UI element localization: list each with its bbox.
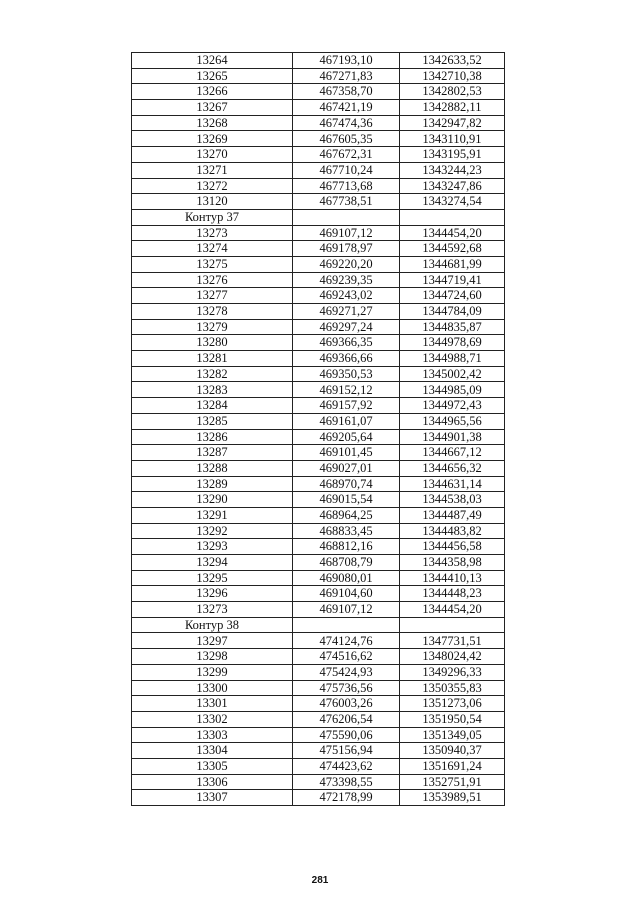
y-coordinate-cell: 1344448,23 — [400, 586, 505, 602]
point-number-cell: 13264 — [132, 53, 293, 69]
y-coordinate-cell: 1344719,41 — [400, 272, 505, 288]
table-row — [132, 664, 505, 680]
table-row — [132, 570, 505, 586]
y-coordinate-cell: 1347731,51 — [400, 633, 505, 649]
x-coordinate-cell: 468964,25 — [293, 507, 400, 523]
y-coordinate-cell: 1344835,87 — [400, 319, 505, 335]
point-number-cell: 13294 — [132, 555, 293, 571]
x-coordinate-cell: 467738,51 — [293, 194, 400, 210]
x-coordinate-cell: 467358,70 — [293, 84, 400, 100]
table-row — [132, 398, 505, 414]
table-row — [132, 68, 505, 84]
point-number-cell: 13286 — [132, 429, 293, 445]
y-coordinate-cell: 1344667,12 — [400, 445, 505, 461]
table-row — [132, 304, 505, 320]
y-coordinate-cell: 1350940,37 — [400, 743, 505, 759]
table-row — [132, 115, 505, 131]
table-row — [132, 555, 505, 571]
x-coordinate-cell: 475424,93 — [293, 664, 400, 680]
table-row — [132, 429, 505, 445]
y-coordinate-cell: 1351273,06 — [400, 696, 505, 712]
x-coordinate-cell: 475590,06 — [293, 727, 400, 743]
x-coordinate-cell: 469015,54 — [293, 492, 400, 508]
table-row — [132, 288, 505, 304]
x-coordinate-cell: 476206,54 — [293, 711, 400, 727]
y-coordinate-cell: 1344358,98 — [400, 555, 505, 571]
x-coordinate-cell: 473398,55 — [293, 774, 400, 790]
page-number: 281 — [311, 875, 329, 886]
y-coordinate-cell: 1353989,51 — [400, 790, 505, 806]
y-coordinate-cell: 1344592,68 — [400, 241, 505, 257]
y-coordinate-cell: 1350355,83 — [400, 680, 505, 696]
table-row — [132, 53, 505, 69]
point-number-cell: 13296 — [132, 586, 293, 602]
empty-cell — [400, 209, 505, 225]
table-row — [132, 366, 505, 382]
table-row — [132, 194, 505, 210]
y-coordinate-cell: 1344456,58 — [400, 539, 505, 555]
y-coordinate-cell: 1344656,32 — [400, 460, 505, 476]
x-coordinate-cell: 467672,31 — [293, 147, 400, 163]
point-number-cell: 13281 — [132, 351, 293, 367]
contour-label: Контур 38 — [132, 617, 293, 633]
table-row — [132, 272, 505, 288]
table-row — [132, 445, 505, 461]
point-number-cell: 13276 — [132, 272, 293, 288]
point-number-cell: 13272 — [132, 178, 293, 194]
point-number-cell: 13307 — [132, 790, 293, 806]
x-coordinate-cell: 467710,24 — [293, 162, 400, 178]
coordinates-table — [131, 52, 505, 806]
x-coordinate-cell: 469107,12 — [293, 602, 400, 618]
table-row — [132, 523, 505, 539]
y-coordinate-cell: 1343274,54 — [400, 194, 505, 210]
table-row — [132, 602, 505, 618]
point-number-cell: 13284 — [132, 398, 293, 414]
point-number-cell: 13275 — [132, 256, 293, 272]
point-number-cell: 13306 — [132, 774, 293, 790]
table-row — [132, 774, 505, 790]
y-coordinate-cell: 1343244,23 — [400, 162, 505, 178]
x-coordinate-cell: 469366,66 — [293, 351, 400, 367]
table-row — [132, 680, 505, 696]
y-coordinate-cell: 1351691,24 — [400, 758, 505, 774]
point-number-cell: 13277 — [132, 288, 293, 304]
y-coordinate-cell: 1342947,82 — [400, 115, 505, 131]
y-coordinate-cell: 1342882,11 — [400, 100, 505, 116]
point-number-cell: 13279 — [132, 319, 293, 335]
contour-header-row — [132, 209, 505, 225]
point-number-cell: 13301 — [132, 696, 293, 712]
x-coordinate-cell: 467421,19 — [293, 100, 400, 116]
table-row — [132, 178, 505, 194]
x-coordinate-cell: 469205,64 — [293, 429, 400, 445]
table-row — [132, 413, 505, 429]
y-coordinate-cell: 1344965,56 — [400, 413, 505, 429]
y-coordinate-cell: 1344784,09 — [400, 304, 505, 320]
x-coordinate-cell: 469239,35 — [293, 272, 400, 288]
y-coordinate-cell: 1344988,71 — [400, 351, 505, 367]
y-coordinate-cell: 1343195,91 — [400, 147, 505, 163]
table-row — [132, 539, 505, 555]
point-number-cell: 13278 — [132, 304, 293, 320]
x-coordinate-cell: 469101,45 — [293, 445, 400, 461]
table-row — [132, 727, 505, 743]
coordinates-table-body — [132, 53, 505, 806]
x-coordinate-cell: 469271,27 — [293, 304, 400, 320]
x-coordinate-cell: 469178,97 — [293, 241, 400, 257]
table-row — [132, 100, 505, 116]
y-coordinate-cell: 1344681,99 — [400, 256, 505, 272]
empty-cell — [400, 617, 505, 633]
point-number-cell: 13299 — [132, 664, 293, 680]
table-row — [132, 649, 505, 665]
point-number-cell: 13270 — [132, 147, 293, 163]
y-coordinate-cell: 1351950,54 — [400, 711, 505, 727]
point-number-cell: 13268 — [132, 115, 293, 131]
point-number-cell: 13273 — [132, 602, 293, 618]
table-row — [132, 492, 505, 508]
table-row — [132, 476, 505, 492]
contour-label: Контур 37 — [132, 209, 293, 225]
x-coordinate-cell: 476003,26 — [293, 696, 400, 712]
x-coordinate-cell: 469157,92 — [293, 398, 400, 414]
y-coordinate-cell: 1343110,91 — [400, 131, 505, 147]
point-number-cell: 13120 — [132, 194, 293, 210]
x-coordinate-cell: 469350,53 — [293, 366, 400, 382]
table-row — [132, 131, 505, 147]
point-number-cell: 13271 — [132, 162, 293, 178]
point-number-cell: 13297 — [132, 633, 293, 649]
x-coordinate-cell: 469366,35 — [293, 335, 400, 351]
point-number-cell: 13295 — [132, 570, 293, 586]
x-coordinate-cell: 475736,56 — [293, 680, 400, 696]
y-coordinate-cell: 1344978,69 — [400, 335, 505, 351]
x-coordinate-cell: 467271,83 — [293, 68, 400, 84]
point-number-cell: 13292 — [132, 523, 293, 539]
x-coordinate-cell: 467193,10 — [293, 53, 400, 69]
point-number-cell: 13302 — [132, 711, 293, 727]
x-coordinate-cell: 469243,02 — [293, 288, 400, 304]
y-coordinate-cell: 1343247,86 — [400, 178, 505, 194]
y-coordinate-cell: 1344985,09 — [400, 382, 505, 398]
point-number-cell: 13293 — [132, 539, 293, 555]
x-coordinate-cell: 467605,35 — [293, 131, 400, 147]
x-coordinate-cell: 467474,36 — [293, 115, 400, 131]
x-coordinate-cell: 468708,79 — [293, 555, 400, 571]
x-coordinate-cell: 475156,94 — [293, 743, 400, 759]
x-coordinate-cell: 468812,16 — [293, 539, 400, 555]
point-number-cell: 13290 — [132, 492, 293, 508]
y-coordinate-cell: 1344454,20 — [400, 602, 505, 618]
y-coordinate-cell: 1344487,49 — [400, 507, 505, 523]
point-number-cell: 13269 — [132, 131, 293, 147]
table-row — [132, 335, 505, 351]
y-coordinate-cell: 1342710,38 — [400, 68, 505, 84]
point-number-cell: 13304 — [132, 743, 293, 759]
y-coordinate-cell: 1344631,14 — [400, 476, 505, 492]
point-number-cell: 13265 — [132, 68, 293, 84]
point-number-cell: 13274 — [132, 241, 293, 257]
contour-header-row — [132, 617, 505, 633]
y-coordinate-cell: 1344538,03 — [400, 492, 505, 508]
y-coordinate-cell: 1344724,60 — [400, 288, 505, 304]
table-row — [132, 696, 505, 712]
x-coordinate-cell: 469107,12 — [293, 225, 400, 241]
table-row — [132, 241, 505, 257]
table-row — [132, 460, 505, 476]
y-coordinate-cell: 1344454,20 — [400, 225, 505, 241]
point-number-cell: 13287 — [132, 445, 293, 461]
y-coordinate-cell: 1344901,38 — [400, 429, 505, 445]
table-row — [132, 758, 505, 774]
point-number-cell: 13267 — [132, 100, 293, 116]
y-coordinate-cell: 1351349,05 — [400, 727, 505, 743]
y-coordinate-cell: 1348024,42 — [400, 649, 505, 665]
x-coordinate-cell: 467713,68 — [293, 178, 400, 194]
x-coordinate-cell: 469161,07 — [293, 413, 400, 429]
table-row — [132, 351, 505, 367]
x-coordinate-cell: 469104,60 — [293, 586, 400, 602]
point-number-cell: 13300 — [132, 680, 293, 696]
point-number-cell: 13282 — [132, 366, 293, 382]
x-coordinate-cell: 472178,99 — [293, 790, 400, 806]
y-coordinate-cell: 1344410,13 — [400, 570, 505, 586]
table-row — [132, 162, 505, 178]
point-number-cell: 13288 — [132, 460, 293, 476]
point-number-cell: 13273 — [132, 225, 293, 241]
point-number-cell: 13266 — [132, 84, 293, 100]
y-coordinate-cell: 1352751,91 — [400, 774, 505, 790]
x-coordinate-cell: 468833,45 — [293, 523, 400, 539]
x-coordinate-cell: 474124,76 — [293, 633, 400, 649]
table-row — [132, 382, 505, 398]
point-number-cell: 13285 — [132, 413, 293, 429]
table-row — [132, 711, 505, 727]
y-coordinate-cell: 1344483,82 — [400, 523, 505, 539]
table-row — [132, 84, 505, 100]
x-coordinate-cell: 474516,62 — [293, 649, 400, 665]
table-row — [132, 319, 505, 335]
y-coordinate-cell: 1342802,53 — [400, 84, 505, 100]
table-row — [132, 507, 505, 523]
table-row — [132, 790, 505, 806]
x-coordinate-cell: 468970,74 — [293, 476, 400, 492]
point-number-cell: 13289 — [132, 476, 293, 492]
point-number-cell: 13298 — [132, 649, 293, 665]
y-coordinate-cell: 1344972,43 — [400, 398, 505, 414]
table-row — [132, 256, 505, 272]
y-coordinate-cell: 1345002,42 — [400, 366, 505, 382]
point-number-cell: 13280 — [132, 335, 293, 351]
x-coordinate-cell: 469220,20 — [293, 256, 400, 272]
empty-cell — [293, 209, 400, 225]
x-coordinate-cell: 469297,24 — [293, 319, 400, 335]
point-number-cell: 13303 — [132, 727, 293, 743]
x-coordinate-cell: 469080,01 — [293, 570, 400, 586]
table-row — [132, 147, 505, 163]
empty-cell — [293, 617, 400, 633]
y-coordinate-cell: 1342633,52 — [400, 53, 505, 69]
table-row — [132, 586, 505, 602]
x-coordinate-cell: 469152,12 — [293, 382, 400, 398]
table-row — [132, 743, 505, 759]
y-coordinate-cell: 1349296,33 — [400, 664, 505, 680]
point-number-cell: 13305 — [132, 758, 293, 774]
point-number-cell: 13283 — [132, 382, 293, 398]
table-row — [132, 633, 505, 649]
point-number-cell: 13291 — [132, 507, 293, 523]
x-coordinate-cell: 469027,01 — [293, 460, 400, 476]
x-coordinate-cell: 474423,62 — [293, 758, 400, 774]
table-row — [132, 225, 505, 241]
